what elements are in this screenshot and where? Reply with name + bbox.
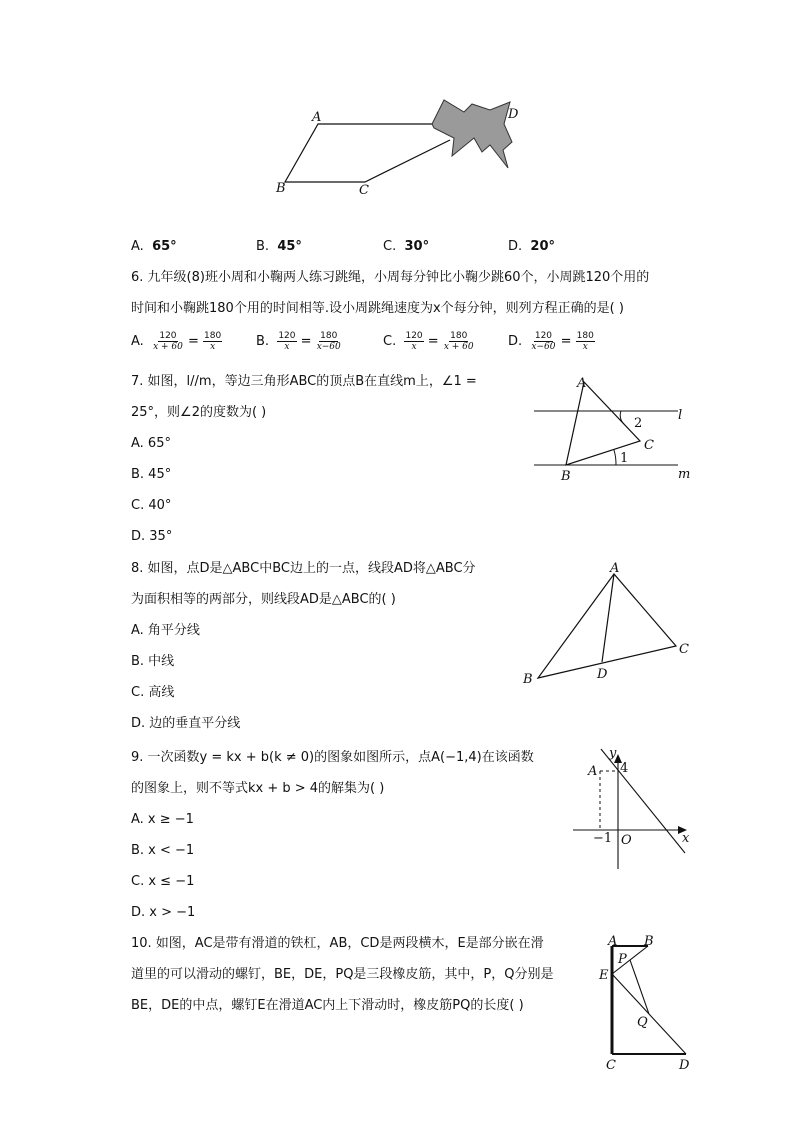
triangle-abc [566,382,643,465]
fraction: $\frac{120}{x + 60}$ [153,331,183,352]
q5-option-d[interactable]: D. 20° [508,239,556,254]
q10-stem-line3: BE，DE的中点，螺钉E在滑道AC内上下滑动时，橡皮筋PQ的长度( ) [131,998,524,1013]
fig10-label-e: E [599,968,609,983]
fig7-angle-1: 1 [620,451,629,466]
fig8-label-a: A [610,561,620,576]
fig7-angle-2: 2 [634,416,643,431]
fig8-label-b: B [523,672,533,687]
q9-option-b[interactable]: B. x < −1 [131,843,195,858]
q6-stem-line2: 时间和小鞠跳180个用的时间相等.设小周跳绳速度为x个每分钟，则列方程正确的是( ) [131,301,624,316]
q9-option-c[interactable]: C. x ≤ −1 [131,874,195,889]
fig10-label-p: P [618,952,627,967]
parallelogram-edges [285,124,450,182]
fig7-label-a: A [577,376,587,391]
fig7-label-m: m [678,467,691,482]
q9-stem-line2: 的图象上，则不等式kx + b > 4的解集为( ) [131,781,385,796]
q7-figure [530,372,700,487]
q6-option-a[interactable]: A. $\frac{120}{x + 60}$ = $\frac{180}{x}$ [131,331,222,352]
q8-option-c[interactable]: C. 高线 [131,685,175,700]
fraction: $\frac{180}{x}$ [576,331,594,352]
q10-stem-line1: 10. 如图，AC是带有滑道的铁杠，AB，CD是两段横木，E是部分嵌在滑 [131,936,544,951]
fig9-label-neg1: −1 [593,831,613,846]
q7-stem-line1: 7. 如图，l//m，等边三角形ABC的顶点B在直线m上，∠1 = [131,374,477,389]
q8-option-a[interactable]: A. 角平分线 [131,623,200,638]
fig8-label-d: D [597,667,608,682]
fig10-label-a: A [608,934,618,949]
fraction: $\frac{120}{x}$ [278,331,296,352]
fig10-label-c: C [606,1058,616,1073]
q9-figure [565,745,695,875]
q5-option-c[interactable]: C. 30° [383,239,430,254]
q6-stem-line1: 6. 九年级(8)班小周和小鞠两人练习跳绳，小周每分钟比小鞠少跳60个，小周跳120个用的 [131,270,650,285]
q7-option-c[interactable]: C. 40° [131,498,172,513]
fig5-label-c: C [359,183,369,198]
angle-2-arc [620,411,624,424]
q8-stem-line1: 8. 如图，点D是△ABC中BC边上的一点，线段AD将△ABC分 [131,561,476,576]
q9-stem-line1: 9. 一次函数y = kx + b(k ≠ 0)的图象如图所示，点A(−1,4)在该函数 [131,750,534,765]
fig9-label-y: y [609,746,617,761]
fig10-label-b: B [644,934,654,949]
fig9-label-a: A [588,764,598,779]
q5-figure [260,90,540,205]
q7-stem-line2: 25°，则∠2的度数为( ) [131,405,267,420]
fraction: $\frac{120}{x-60}$ [531,331,556,352]
fig5-label-a: A [312,110,322,125]
fraction: $\frac{180}{x-60}$ [316,331,341,352]
fig9-label-x: x [682,831,690,846]
q8-figure [518,560,698,690]
torn-paper-blob [432,100,512,168]
fraction: $\frac{180}{x}$ [204,331,222,352]
angle-1-arc [614,450,616,465]
q9-option-d[interactable]: D. x > −1 [131,905,196,920]
fig9-label-4: 4 [620,761,629,776]
function-line [601,749,685,853]
q9-option-a[interactable]: A. x ≥ −1 [131,812,194,827]
q10-stem-line2: 道里的可以滑动的螺钉，BE，DE，PQ是三段橡皮筋，其中，P，Q分别是 [131,967,554,982]
fig10-label-q: Q [637,1015,648,1030]
q6-option-c[interactable]: C. $\frac{120}{x}$ = $\frac{180}{x + 60}$ [383,331,474,352]
q8-option-b[interactable]: B. 中线 [131,654,175,669]
band-pq [630,960,649,1014]
q6-option-d[interactable]: D. $\frac{120}{x-60}$ = $\frac{180}{x}$ [508,331,594,352]
fig7-label-b: B [561,469,571,484]
fig5-label-b: B [276,181,286,196]
q5-option-b[interactable]: B. 45° [256,239,302,254]
q7-option-a[interactable]: A. 65° [131,436,171,451]
fig7-label-c: C [644,438,654,453]
q10-figure [596,932,700,1074]
fig7-label-l: l [678,408,683,423]
fig8-label-c: C [679,642,689,657]
q6-option-b[interactable]: B. $\frac{120}{x}$ = $\frac{180}{x-60}$ [256,331,341,352]
fig9-label-o: O [621,833,632,848]
fraction: $\frac{180}{x + 60}$ [443,331,474,352]
fig5-label-d: D [508,107,519,122]
q5-option-a[interactable]: A. 65° [131,239,177,254]
q7-option-b[interactable]: B. 45° [131,467,172,482]
q8-option-d[interactable]: D. 边的垂直平分线 [131,716,241,731]
fraction: $\frac{120}{x}$ [405,331,423,352]
q8-stem-line2: 为面积相等的两部分，则线段AD是△ABC的( ) [131,592,396,607]
q7-option-d[interactable]: D. 35° [131,529,173,544]
fig10-label-d: D [679,1058,690,1073]
